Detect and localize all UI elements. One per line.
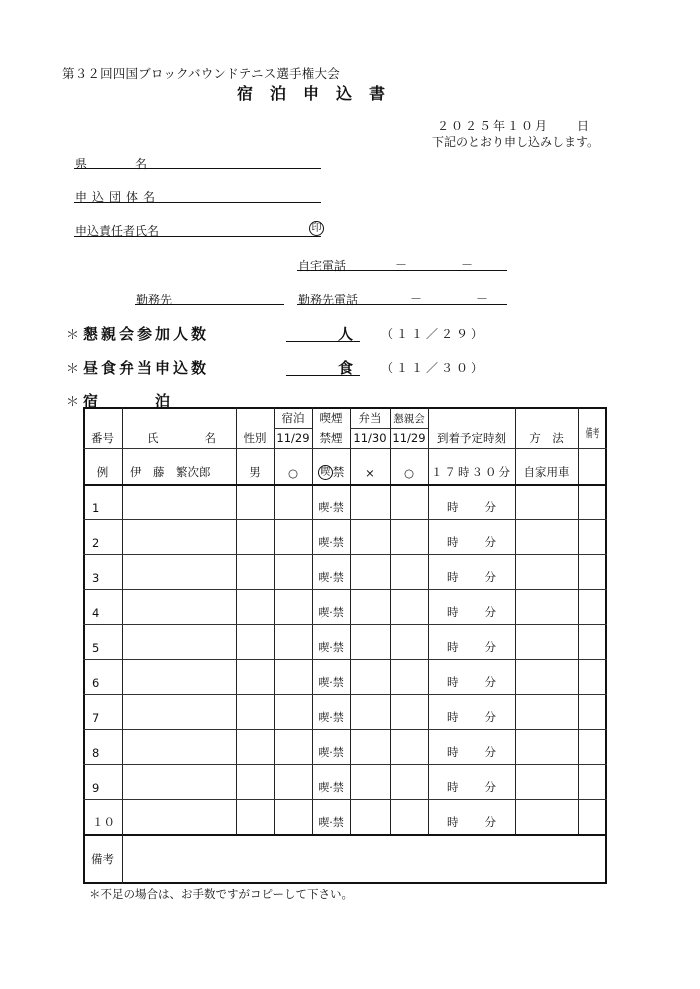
row-gender-input[interactable]	[236, 694, 274, 729]
row-remarks-input[interactable]	[578, 799, 607, 834]
home-phone-value: － －	[395, 258, 484, 272]
row-lunch-input[interactable]	[350, 659, 390, 694]
row-remarks-input[interactable]	[578, 729, 607, 764]
header-party: 懇親会	[393, 412, 425, 425]
minute-label: 分	[484, 710, 496, 724]
row-party-input[interactable]	[390, 799, 428, 834]
row-arrival-input[interactable]	[428, 694, 515, 729]
row-name-input[interactable]	[122, 729, 236, 764]
row-method-input[interactable]	[515, 799, 578, 834]
row-remarks-input[interactable]	[578, 589, 607, 624]
minute-label: 分	[484, 815, 496, 829]
hour-label: 時	[447, 570, 459, 584]
hour-label: 時	[447, 710, 459, 724]
row-gender-input[interactable]	[236, 554, 274, 589]
header-remarks	[578, 418, 607, 448]
row-arrival-input[interactable]	[428, 624, 515, 659]
header-stay-date: 11/29	[276, 431, 310, 445]
example-gender: 男	[249, 465, 261, 479]
row-stay-input[interactable]	[274, 799, 312, 834]
row-smoking-choice[interactable]: 喫·禁	[318, 501, 344, 514]
example-stay: ○	[287, 466, 299, 480]
hour-label: 時	[447, 605, 459, 619]
example-arrival: １７時３０分	[431, 465, 512, 479]
row-name-input[interactable]	[122, 554, 236, 589]
team-field[interactable]	[74, 202, 321, 203]
circled-smoking-mark: 喫	[318, 465, 333, 480]
row-smoking-choice[interactable]: 喫·禁	[318, 816, 344, 829]
minute-label: 分	[484, 675, 496, 689]
row-arrival-input[interactable]	[428, 484, 515, 519]
party-count-field[interactable]	[286, 341, 360, 342]
lunch-count-row	[66, 357, 209, 378]
lunch-unit: 食	[338, 359, 354, 377]
row-gender-input[interactable]	[236, 764, 274, 799]
event-title: 第３２回四国ブロックバウンドテニス選手権大会	[62, 66, 340, 81]
header-number: 番号	[91, 431, 114, 445]
row-arrival-input[interactable]	[428, 519, 515, 554]
row-arrival-input[interactable]	[428, 589, 515, 624]
header-arrival: 到着予定時刻	[437, 431, 506, 445]
hour-label: 時	[447, 675, 459, 689]
party-count-label: 懇親会参加人数	[83, 325, 210, 343]
row-stay-input[interactable]	[274, 624, 312, 659]
hour-label: 時	[447, 500, 459, 514]
row-lunch-input[interactable]	[350, 799, 390, 834]
row-number: １０	[92, 815, 115, 829]
row-stay-input[interactable]	[274, 694, 312, 729]
application-notice: 下記のとおり申し込みします。	[432, 135, 600, 149]
row-smoking-choice[interactable]: 喫·禁	[318, 536, 344, 549]
remarks-input[interactable]	[122, 834, 607, 884]
example-number: 例	[96, 465, 109, 479]
lunch-count-field[interactable]	[286, 375, 360, 376]
row-arrival-input[interactable]	[428, 729, 515, 764]
row-remarks-input[interactable]	[578, 764, 607, 799]
row-number: 7	[92, 711, 100, 725]
row-lunch-input[interactable]	[350, 589, 390, 624]
row-stay-input[interactable]	[274, 519, 312, 554]
row-arrival-input[interactable]	[428, 799, 515, 834]
row-stay-input[interactable]	[274, 589, 312, 624]
row-remarks-input[interactable]	[578, 694, 607, 729]
row-party-input[interactable]	[390, 519, 428, 554]
hour-label: 時	[447, 745, 459, 759]
row-remarks-input[interactable]	[578, 624, 607, 659]
home-phone-label: 自宅電話	[298, 259, 347, 273]
hour-label: 時	[447, 780, 459, 794]
party-unit: 人	[338, 325, 354, 343]
hour-label: 時	[447, 640, 459, 654]
row-method-input[interactable]	[515, 659, 578, 694]
hour-label: 時	[447, 535, 459, 549]
example-smoking	[312, 448, 350, 484]
row-arrival-input[interactable]	[428, 554, 515, 589]
row-lunch-input[interactable]	[350, 484, 390, 519]
row-name-input[interactable]	[122, 799, 236, 834]
row-lunch-input[interactable]	[350, 764, 390, 799]
row-arrival-input[interactable]	[428, 764, 515, 799]
row-smoking-choice[interactable]: 喫·禁	[318, 711, 344, 724]
work-phone-field[interactable]	[297, 304, 507, 305]
seal-icon: 印	[309, 221, 324, 236]
row-smoking-choice[interactable]: 喫·禁	[318, 641, 344, 654]
row-number: 5	[92, 641, 100, 655]
row-method-input[interactable]	[515, 519, 578, 554]
row-stay-input[interactable]	[274, 554, 312, 589]
application-date[interactable]: ２０２５年１０月 日	[437, 119, 592, 133]
header-lunch-date: 11/30	[353, 431, 387, 445]
asterisk-icon: ＊	[66, 395, 80, 410]
prefecture-field[interactable]	[74, 168, 321, 169]
row-name-input[interactable]	[122, 764, 236, 799]
row-number: 3	[92, 571, 100, 585]
row-name-input[interactable]	[122, 589, 236, 624]
row-lunch-input[interactable]	[350, 729, 390, 764]
non-smoking-mark: 禁	[332, 465, 345, 479]
row-gender-input[interactable]	[236, 799, 274, 834]
header-lunch: 弁当	[358, 411, 382, 425]
example-method: 自家用車	[523, 465, 570, 479]
prefecture-label: 県 名	[75, 157, 148, 171]
example-remarks	[578, 448, 607, 484]
workplace-field[interactable]	[135, 304, 284, 305]
row-stay-input[interactable]	[274, 729, 312, 764]
row-smoking-choice[interactable]: 喫·禁	[318, 781, 344, 794]
row-method-input[interactable]	[515, 484, 578, 519]
hour-label: 時	[447, 815, 459, 829]
row-party-input[interactable]	[390, 694, 428, 729]
work-phone-label: 勤務先電話	[298, 293, 359, 307]
row-number: 2	[92, 536, 100, 550]
party-date: （１１／２９）	[381, 327, 487, 341]
row-number: 1	[92, 501, 100, 515]
example-party: ○	[403, 466, 415, 480]
row-smoking-choice[interactable]: 喫·禁	[318, 746, 344, 759]
row-remarks-input[interactable]	[578, 554, 607, 589]
home-phone-field[interactable]	[297, 270, 507, 271]
row-remarks-input[interactable]	[578, 659, 607, 694]
footnote: ＊不足の場合は、お手数ですがコピーして下さい。	[89, 887, 354, 901]
row-lunch-input[interactable]	[350, 624, 390, 659]
example-lunch: ×	[365, 466, 375, 480]
remarks-label: 備考	[91, 852, 114, 866]
row-smoking-choice[interactable]: 喫·禁	[318, 571, 344, 584]
row-method-input[interactable]	[515, 764, 578, 799]
row-party-input[interactable]	[390, 624, 428, 659]
row-party-input[interactable]	[390, 764, 428, 799]
row-lunch-input[interactable]	[350, 694, 390, 729]
row-method-input[interactable]	[515, 624, 578, 659]
minute-label: 分	[484, 535, 496, 549]
row-number: 4	[92, 606, 100, 620]
document-title: 宿泊申込書	[237, 84, 403, 103]
row-method-input[interactable]	[515, 729, 578, 764]
row-number: 9	[92, 781, 100, 795]
lodging-table	[83, 407, 607, 884]
minute-label: 分	[484, 745, 496, 759]
row-method-input[interactable]	[515, 589, 578, 624]
asterisk-icon: ＊	[66, 328, 80, 343]
asterisk-icon: ＊	[66, 362, 80, 377]
row-method-input[interactable]	[515, 554, 578, 589]
minute-label: 分	[484, 605, 496, 619]
row-smoking-choice[interactable]: 喫·禁	[318, 676, 344, 689]
minute-label: 分	[484, 640, 496, 654]
row-number: 8	[92, 746, 100, 760]
row-lunch-input[interactable]	[350, 519, 390, 554]
header-remarks-label: 備考	[585, 426, 600, 440]
row-gender-input[interactable]	[236, 589, 274, 624]
header-method: 方 法	[529, 431, 564, 445]
minute-label: 分	[484, 500, 496, 514]
row-number: 6	[92, 676, 100, 690]
row-stay-input[interactable]	[274, 659, 312, 694]
row-gender-input[interactable]	[236, 659, 274, 694]
row-party-input[interactable]	[390, 484, 428, 519]
row-lunch-input[interactable]	[350, 554, 390, 589]
header-non-smoking: 禁煙	[319, 431, 343, 445]
lunch-date: （１１／３０）	[381, 361, 487, 375]
row-method-input[interactable]	[515, 694, 578, 729]
row-name-input[interactable]	[122, 694, 236, 729]
responsible-label: 申込責任者氏名	[75, 224, 160, 238]
row-remarks-input[interactable]	[578, 519, 607, 554]
row-gender-input[interactable]	[236, 519, 274, 554]
row-stay-input[interactable]	[274, 764, 312, 799]
header-gender: 性別	[243, 431, 267, 445]
header-party-date: 11/29	[392, 431, 426, 445]
lodging-label: 宿 泊	[83, 392, 174, 410]
row-gender-input[interactable]	[236, 484, 274, 519]
row-party-input[interactable]	[390, 729, 428, 764]
team-label: 申込団体名	[75, 190, 161, 204]
header-stay: 宿泊	[281, 411, 305, 425]
row-stay-input[interactable]	[274, 484, 312, 519]
row-smoking-choice[interactable]: 喫·禁	[318, 606, 344, 619]
row-party-input[interactable]	[390, 554, 428, 589]
minute-label: 分	[484, 780, 496, 794]
header-name: 氏 名	[147, 431, 216, 445]
row-remarks-input[interactable]	[578, 484, 607, 519]
row-name-input[interactable]	[122, 519, 236, 554]
example-name: 伊 藤 繁次郎	[130, 465, 211, 479]
header-smoking: 喫煙	[319, 411, 343, 425]
workplace-label: 勤務先	[136, 293, 173, 307]
row-name-input[interactable]	[122, 624, 236, 659]
work-phone-value: － －	[410, 292, 499, 306]
minute-label: 分	[484, 570, 496, 584]
row-name-input[interactable]	[122, 484, 236, 519]
party-count-row	[66, 323, 209, 344]
row-name-input[interactable]	[122, 659, 236, 694]
row-party-input[interactable]	[390, 589, 428, 624]
row-gender-input[interactable]	[236, 624, 274, 659]
lunch-count-label: 昼食弁当申込数	[83, 359, 210, 377]
row-gender-input[interactable]	[236, 729, 274, 764]
responsible-field[interactable]	[74, 236, 321, 237]
row-arrival-input[interactable]	[428, 659, 515, 694]
row-party-input[interactable]	[390, 659, 428, 694]
